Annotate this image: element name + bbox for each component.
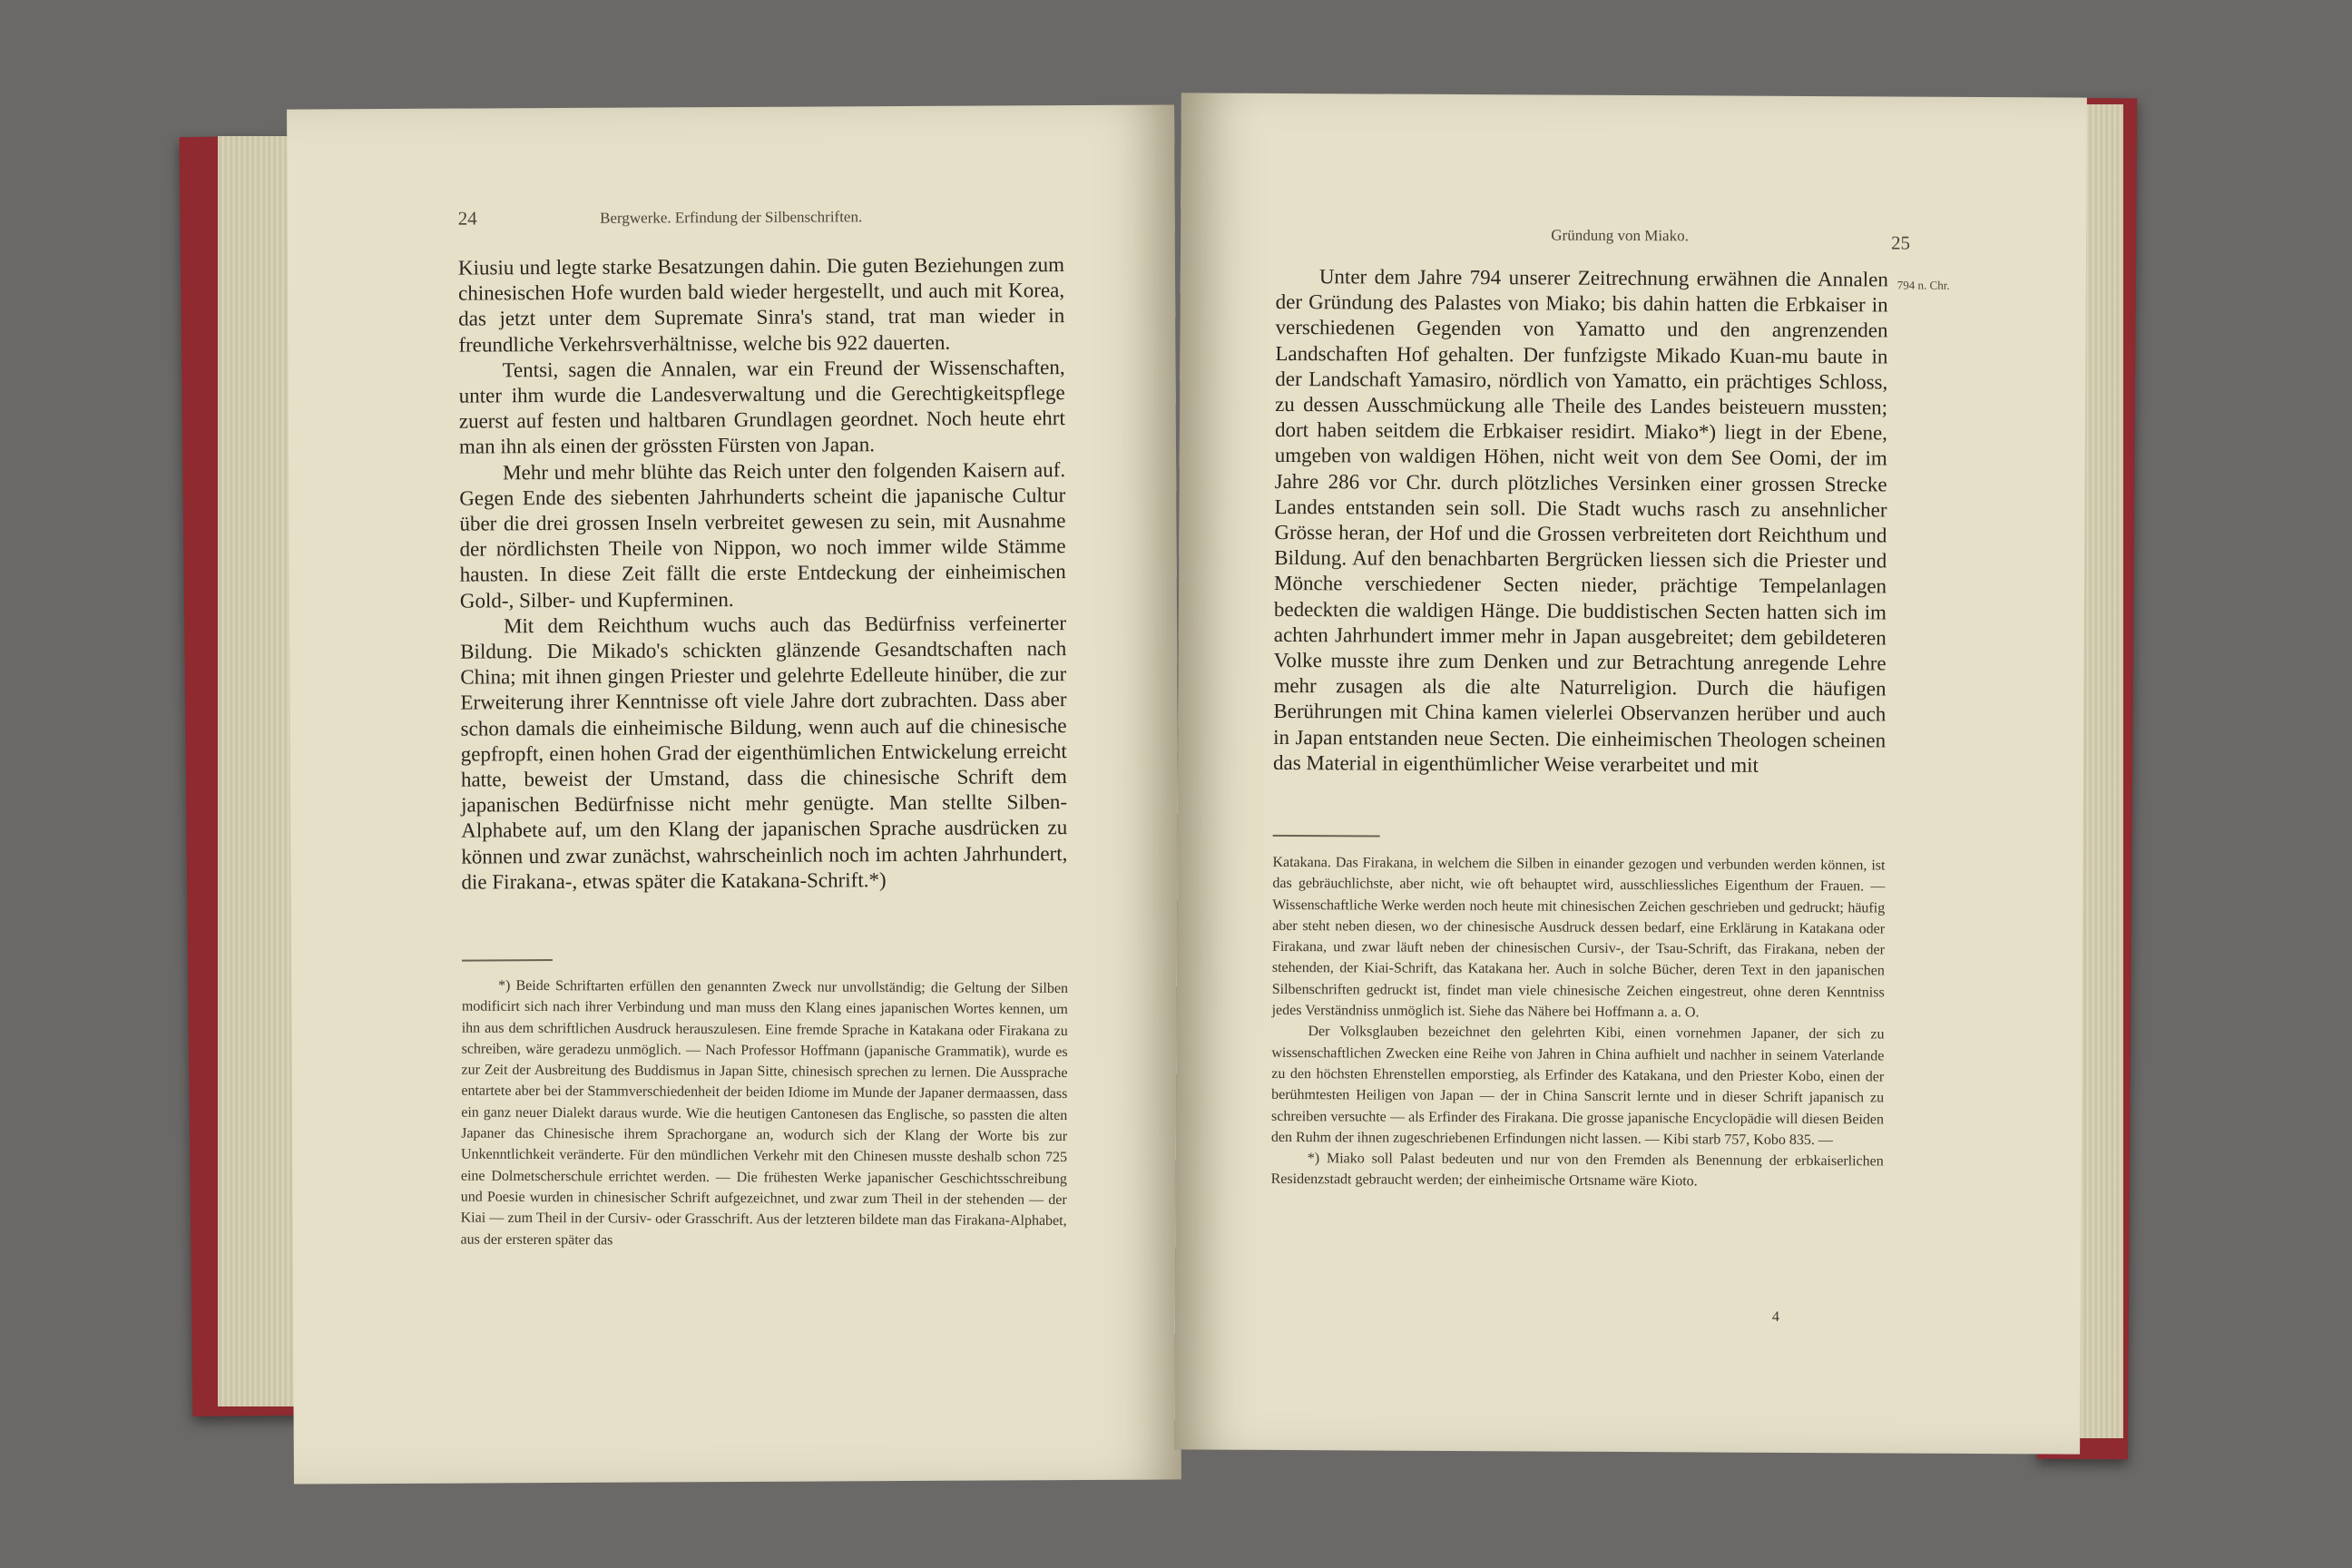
signature-mark: 4 [1771,1308,1779,1325]
page-number: 24 [457,207,477,230]
paragraph: Tentsi, sagen die Annalen, war ein Freund der Wissenschaften, unter ihm wurde die Landesverwaltung und die Gerechtigkeitspflege zuerst auf festen und haltbaren Grundlagen geordnet. Noch heute ehrt man ihn als einen der grössten Fürsten von Japan. [458,355,1065,459]
footnote: Katakana. Das Firakana, in welchem die Silben in einander gezogen und verbunden werden können, ist das gebräuchlichste, aber nicht, wie oft behauptet wird, ausschliessliches Eigenthum der Frauen. — Wissenschaftliche Werke werden noch heute mit chinesischen Zeichen geschrieben und gedruckt; häufig aber steht neben diesen, wo der chinesische Ausdruck dessen bedarf, eine Erklärung in Katakana oder Firakana, und zwar läuft neben der chinesischen Cursiv-, der Tsau-Schrift, das Firakana, neben der stehenden, der Kiai-Schrift, das Katakana her. Auch in solche Bücher, deren Text in den japanischen Silbenschriften gedruckt ist, findet man viele chinesische Zeichen eingestreut, ohne deren Kenntniss jedes Verständniss unmöglich ist. Siehe das Nähere bei Hoffmann a. a. O. [1271,854,1886,1021]
footnote-rule [1273,835,1380,837]
left-footnotes [460,975,1068,1253]
running-head: Bergwerke. Erfindung der Silbenschriften. [600,208,863,227]
right-page [1174,93,2087,1454]
footnote-rule [462,959,553,961]
page-number: 25 [1891,231,1911,254]
footnote: *) Beide Schriftarten erfüllen den genannten Zweck nur unvollständig; die Geltung der Silben modificirt sich nach ihrer Verbindung und man muss den Klang eines japanischen Wortes kennen, um ihn aus dem schriftlichen Ausdruck herauszulesen. Eine fremde Sprache in Katakana oder Firakana zu schreiben, wäre geradezu unmöglich. — Nach Professor Hoffmann (japanische Grammatik), wurde es zur Zeit der Ausbreitung des Buddismus in Japan Sitte, chinesisch sprechen zu lernen. Die Aussprache entartete aber bei der Stammverschiedenheit der beiden Idiome im Munde der Japaner dermaassen, dass ein ganz neuer Dialekt daraus wurde. Wie die heutigen Cantonesen das Englische, so passten die alten Japaner das Chinesische ihrem Sprachorgane an, wodurch sich der Klang der Worte bis zur Unkenntlichkeit veränderte. Für den mündlichen Verkehr mit den Chinesen musste deshalb schon 725 eine Dolmetscherschule errichtet werden. — Die frühesten Werke japanischer Geschichtsschreibung und Poesie wurden in chinesischer Schrift aufgezeichnet, und zwar zum Theil in der stehenden — der Kiai — zum Theil in der Cursiv- oder Grasschrift. Aus der letzteren bildete man das Firakana-Alphabet, aus der ersteren später das [460,977,1069,1249]
left-page-header [288,206,1175,230]
footnote: *) Miako soll Palast bedeuten und nur von den Fremden als Benennung der erbkaiserlichen Residenzstadt gebraucht werden; der einheimische Ortsname wäre Kioto. [1270,1151,1884,1190]
paragraph: Kiusiu und legte starke Besatzungen dahin. Die guten Beziehungen zum chinesischen Hofe wurden bald wieder hergestellt, und auch mit Korea, das jetzt unter dem Supremate Sinra's stand, trat man wieder in freundliche Verkehrsverhältnisse, welche bis 922 dauerten. [457,253,1065,357]
right-page-text [1273,264,1888,779]
left-page [287,104,1181,1484]
margin-note: 794 n. Chr. [1896,278,1950,292]
paragraph: Unter dem Jahre 794 unserer Zeitrechnung erwähnen die Annalen der Gründung des Palastes von Miako; bis dahin hatten die Erbkaiser in verschiedenen Gegenden von Yamatto und den angrenzenden Landschaften Hof gehalten. Der funfzigste Mikado Kuan-mu baute in der Landschaft Yamasiro, nördlich von Yamatto, ein prächtiges Schloss, zu dessen Ausschmückung alle Theile des Landes beisteuern mussten; dort haben seitdem die Erbkaiser residirt. Miako*) liegt in der Ebene, umgeben von waldigen Höhen, nicht weit von dem See Oomi, der im Jahre 286 vor Chr. durch plötzliches Versinken einer grossen Strecke Landes entstanden sein soll. Die Stadt wuchs rasch zu ansehnlicher Grösse heran, der Hof und die Grossen verbreiteten dort Reichthum und Bildung. Auf den benachbarten Bergrücken liessen sich die Priester und Mönche verschiedener Secten nieder, prächtige Tempelanlagen bedeckten die waldigen Hänge. Die buddistischen Secten hatten sich im achten Jahrhundert immer mehr in Japan ausgebreitet; dem gebildeteren Volke musste ihre zum Denken und zur Betrachtung anregende Lehre mehr zusagen als die alte Naturreligion. Durch die häufigen Berührungen mit China kamen vielerlei Observanzen herüber und auch in Japan entstanden neue Secten. Die einheimischen Theologen scheinen das Material in eigenthümlicher Weise verarbeitet und mit [1272,265,1888,777]
paragraph: Mit dem Reichthum wuchs auch das Bedürfniss verfeinerter Bildung. Die Mikado's schickten glänzende Gesandtschaften nach China; mit ihnen gingen Priester und gelehrte Edelleute hinüber, die zur Erweiterung ihrer Kenntnisse oft viele Jahre dort zubrachten. Dass aber schon damals die einheimische Bildung, wenn auch auf die chinesische gepfropft, einen hohen Grad der eigenthümlichen Entwickelung erreicht hatte, beweist der Umstand, dass die chinesische Schrift dem japanischen Bedürfnisse nicht mehr genügte. Man stellte Silben-Alphabete auf, um den Klang der japanischen Sprache ausdrücken zu können und zwar zunächst, wahrscheinlich noch im achten Jahrhundert, die Firakana-, etwas später die Katakana-Schrift.*) [460,611,1068,894]
footnote: Der Volksglauben bezeichnet den gelehrten Kibi, einen vornehmen Japaner, der sich zu wissenschaftlichen Zwecken eine Reihe von Jahren in China aufhielt und nachher in seinem Vaterlande zu den höchsten Ehrenstellen emporstieg, als Erfinder des Katakana, und den Priester Kobo, einen der berühmtesten Heiligen von Japan — der in China Sanscrit lernte und in dieser Schrift japanisch zu schreiben versuchte — als Erfinder des Firakana. Die grosse japanische Encyclopädie will diesen Beiden den Ruhm der ihnen zugeschriebenen Erfindungen nicht lassen. — Kibi starb 757, Kobo 835. — [1270,1024,1885,1149]
right-footnotes [1271,852,1886,1193]
left-page-text [458,252,1068,896]
paragraph: Mehr und mehr blühte das Reich unter den folgenden Kaisern auf. Gegen Ende des siebenten Jahrhunderts scheint die japanische Cultur über die drei grossen Inseln verbreitet gewesen zu sein, mit Ausnahme der nördlichsten Theile von Nippon, wo noch immer wilde Stämme hausten. In diese Zeit fällt die erste Entdeckung der einheimischen Gold-, Silber- und Kupferminen. [459,457,1066,612]
right-page-header [1181,224,2086,254]
running-head: Gründung von Miako. [1551,226,1689,245]
